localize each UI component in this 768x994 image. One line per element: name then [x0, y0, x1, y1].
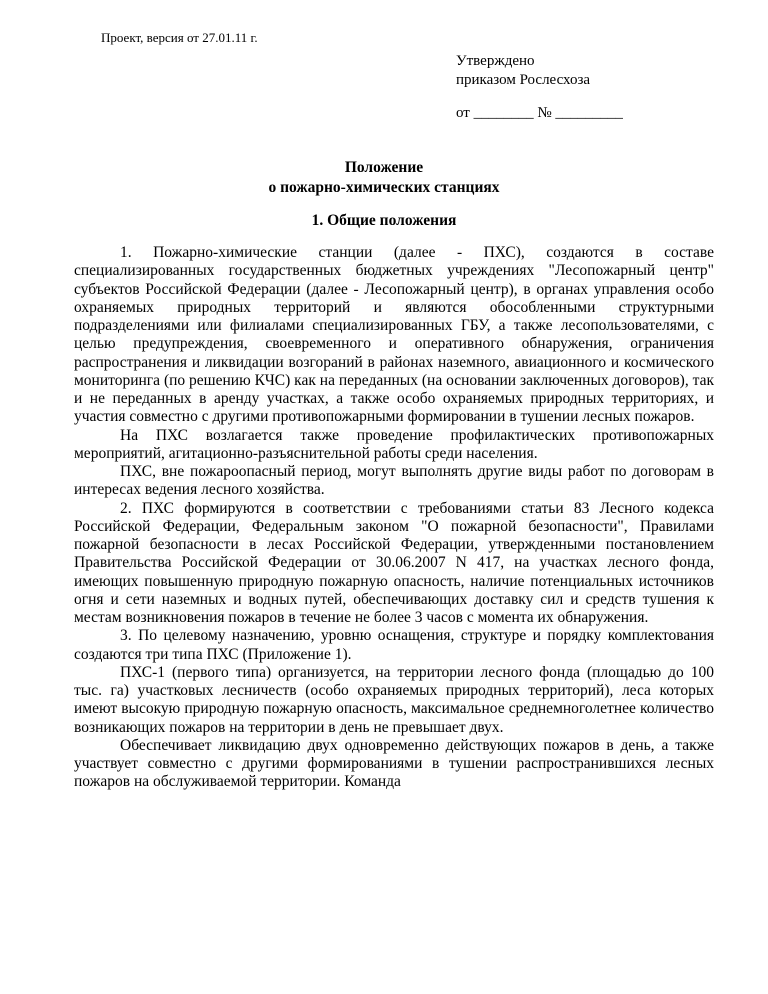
approval-block — [456, 52, 623, 123]
approval-line-date-number: от ________ № _________ — [456, 105, 623, 121]
paragraph-3: ПХС, вне пожароопасный период, могут выполнять другие виды работ по договорам в интересах ведения лесного хозяйства. — [74, 463, 714, 499]
approval-line-approved: Утверждено — [456, 53, 535, 69]
paragraph-5: 3. По целевому назначению, уровню оснащения, структуре и порядку комплектования создаются три типа ПХС (Приложение 1). — [74, 627, 714, 663]
document-title-line-1: Положение — [344, 159, 424, 176]
document-body — [74, 244, 714, 792]
draft-version-note: Проект, версия от 27.01.11 г. — [101, 30, 258, 45]
approval-gap — [456, 90, 623, 104]
paragraph-6: ПХС-1 (первого типа) организуется, на территории лесного фонда (площадью до 100 тыс. га) участковых лесничеств (особо охраняемых природных территорий), леса которых имеют высокую природную пожарную опасность, максимальное среднемноголетнее количество возникающих пожаров на территории в день не превышает двух. — [74, 663, 714, 736]
document-title-line-2: о пожарно-химических станциях — [268, 179, 500, 196]
paragraph-7: Обеспечивает ликвидацию двух одновременно действующих пожаров в день, а также участвует совместно с другими формированиями в тушении распространившихся лесных пожаров на обслуживаемой территории. Команда — [74, 736, 714, 791]
section-title-general: 1. Общие положения — [311, 212, 457, 229]
approval-line-order: приказом Рослесхоза — [456, 72, 591, 88]
paragraph-4: 2. ПХС формируются в соответствии с требованиями статьи 83 Лесного кодекса Российской Федерации, Федеральным законом "О пожарной безопасности", Правилами пожарной безопасности в лесах Российской Федерации, утвержденными постановлением Правительства Российской Федерации от 30.06.2007 N 417, на участках лесного фонда, имеющих повышенную природную пожарную опасность, наличие потенциальных источников огня и сети наземных и водных путей, обеспечивающих доставку сил и средств тушения к местам возникновения пожаров в течение не более 3 часов с момента их обнаружения. — [74, 499, 714, 626]
paragraph-1: 1. Пожарно-химические станции (далее - ПХС), создаются в составе специализированных государственных бюджетных учреждениях "Лесопожарный центр" субъектов Российской Федерации (далее - Лесопожарный центр), в органах управления особо охраняемых природных территорий и являются обособленными структурными подразделениями или филиалами специализированных ГБУ, а также лесопользователями, с целью предупреждения, своевременного и оперативного обнаружения, ограничения распространения и ликвидации возгораний в районах наземного, авиационного и космического мониторинга (по решению КЧС) как на переданных (на основании заключенных договоров), так и не переданных в аренду участках, а также особо охраняемых природных территориях, и участия совместно с другими противопожарными формировании в тушении лесных пожаров. — [74, 244, 714, 426]
paragraph-2: На ПХС возлагается также проведение профилактических противопожарных мероприятий, агитационно-разъяснительной работы среди населения. — [74, 426, 714, 462]
document-title — [0, 158, 768, 198]
